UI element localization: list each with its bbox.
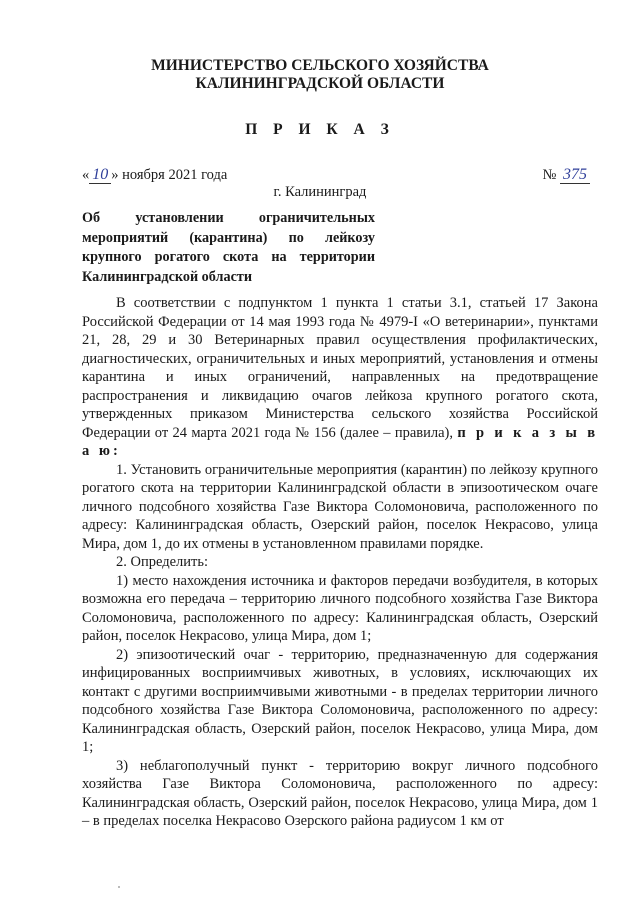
order-subject — [82, 209, 375, 287]
item-1: 1. Установить ограничительные мероприятия (карантин) по лейкозу крупного рогатого скота на территории Калининградской области в эпизоотическом очаге личного подсобного хозяйства Газе Виктора Соломоновича, расположенного по адресу: Калининградская область, Озерский район, поселок Некрасово, улица Мира, дом 1, до их отмены в установленном правилами порядке. — [82, 461, 598, 552]
date-open-quote: « — [82, 167, 90, 183]
item-2-1: 1) место нахождения источника и факторов передачи возбудителя, в которых возможна его передача – территорию личного подсобного хозяйства Газе Виктора Соломоновича, расположенного по адресу: Калининградская область, Озерский район, поселок Некрасово, улица Мира, дом 1; — [82, 572, 598, 644]
ministry-header — [0, 57, 640, 93]
date-day-handwritten: 10 — [89, 166, 111, 184]
item-2-3: 3) неблагополучный пункт - территорию вокруг личного подсобного хозяйства Газе Виктора Соломоновича, расположенного по адресу: Калининградская область, Озерский район, поселок Некрасово, улица Мира, дом 1 – в пределах поселка Некрасово Озерского района радиусом 1 км от — [82, 757, 598, 829]
item-2: 2. Определить: — [116, 554, 209, 570]
order-number — [543, 166, 590, 184]
scan-speck — [118, 886, 120, 888]
ministry-line-2: КАЛИНИНГРАДСКОЙ ОБЛАСТИ — [195, 75, 445, 92]
ministry-line-1: МИНИСТЕРСТВО СЕЛЬСКОГО ХОЗЯЙСТВА — [151, 57, 489, 74]
number-handwritten: 375 — [560, 166, 590, 184]
city-line: г. Калининград — [273, 184, 367, 200]
document-type-title: П Р И К А З — [245, 121, 395, 138]
subject-last-line: Калининградской области — [82, 268, 253, 285]
order-word: п р и к а з ы в а ю: — [82, 424, 599, 459]
item-2-2: 2) эпизоотический очаг - территорию, предназначенную для содержания инфицированных восприимчивых животных, в условиях, исключающих их контакт с другими восприимчивыми животными - в пределах территории личного подсобного хозяйства Газе Виктора Соломоновича, расположенного по адресу: Калининградская область, Озерский район, поселок Некрасово, улица Мира, дом 1; — [82, 646, 598, 755]
date-month-year: » ноября 2021 года — [111, 167, 228, 183]
order-body — [82, 294, 598, 831]
preamble-paragraph: В соответствии с подпунктом 1 пункта 1 статьи 3.1, статьей 17 Закона Российской Федерации от 14 мая 1993 года № 4979-I «О ветеринарии», пунктами 21, 28, 29 и 30 Ветеринарных правил осуществления профилактических, диагностических, ограничительных и иных мероприятий, установления и отмены карантина и иных ограничений, направленных на предотвращение распространения и ликвидацию очагов лейкоза крупного рогатого скота, утвержденных приказом Министерства сельского хозяйства Российской Федерации от 24 марта 2021 года № 156 (далее – правила), — [82, 295, 598, 441]
subject-text: Об установлении ограничительных мероприятий (карантина) по лейкозу крупного рогатого скота на территории — [82, 210, 375, 265]
number-prefix: № — [542, 167, 557, 183]
order-date — [82, 166, 227, 184]
